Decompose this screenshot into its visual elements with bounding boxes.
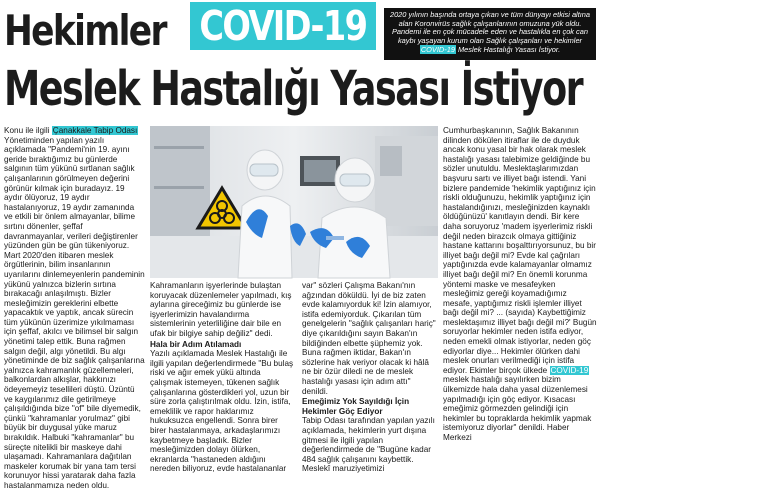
col3-paragraph-1: var" sözleri Çalışma Bakanı'nın ağzından döküldü. İyi de biz zaten evde kalamıyorduk ki! İzin alamıyor, istifa edemiyorduk. Çıkarılan tüm genelgelerin "sağlık çalışanları hariç" diye çıkarıldığını sayın Bakan'ın bildiğinden elbette şüphemiz yok. Buna rağmen iktidar, Bakan'ın sözlerine hak veriyor olacak ki hâlâ ne bir özür diledi ne de meslek hastalığı yasası için adım attı" denildi. [302,281,436,396]
spot-text-2: Meslek Hastalığı Yasası İstiyor. [458,44,561,54]
spot-box [384,8,596,60]
headline-covid-badge [190,2,376,50]
col2-paragraph-1: Kahramanların işyerlerinde bulaştan koruyacak düzenlemeler yapılmadı, kış aylarına gireceğimiz bu günlerde ise işyerlerimizin havalandırma sistemlerinin yeterliliğine dair bile en ufak bir bilgiye sahip değiliz" dedi. [150,281,292,338]
col1-body: Yönetiminden yapılan yazılı açıklamada "Pandemi'nin 19. ayını geride bıraktığımız bu günlerde salgının tüm yükünü sırtlanan sağlık çalışanlarının görülmeyen değerini görünür kılmak için buradayız. 19 aydır ölüyoruz, 19 aydır hastalanıyoruz, 19 aydır zamanında ve etkili bir önlem almayanlar, bilime sırtını dönenler, şeffaf davranmayanlar, verileri değiştirenler yüzünden gün be gün tükeniyoruz. Mart 2020'den itibaren meslek örgütlerinin, bilim insanlarının uyarılarını dinlemeyenlerin pandeminin yükünü yalnızca bizlerin sırtına bırakacağı anlaşılmıştı. Bizler mesleğimizin gereklerini elbette yapacaktık ve yaptık, ancak sürecin tüm yükünün üzerimize yıkılmaması için şeffaf, akılcı ve bilimsel bir salgın yönetimi talep ettik. Buna rağmen salgın değil, algı yönetildi. Bu algı yönetiminde de biz sağlık çalışanlarına yalnızca kahramanlık güzellemeleri, balkonlardan alkışlar, hakkınızı ödeyemeyiz tesellileri düştü. Üzüntü ve kaygılarımız dile getirilmeye çalışıldığında bize "of" bile diyemedik, çünkü "kahramanlar yorulmaz" gibi büyük bir duygusal yüke maruz bırakıldık. Halbuki "kahramanlar" bu süreçte nitelikli bir maskeye dahi ulaşamadı. Kahramanlara dağıtılan maskeler korumak bir yana tam tersi korunuyor hissi yaratarak daha fazla hastalanmamıza neden oldu. [4,135,145,490]
headline-line2-text: Meslek Hastalığı Yasası İstiyor [4,61,583,117]
spot-text-1: 2020 yılının başında ortaya çıkan ve tüm dünyayı etkisi altına alan Koronvirüs sağlık çalışanlarının omuzuna yük oldu. Pandemi ile en çok mücadele eden ve hastalıkla en çok can kaybı yaşayan kurum olan Sağlık çalışanları ve hekimler [389,10,591,46]
article-photo [150,126,438,278]
spot-covid-highlight: COVID-19 [420,44,455,54]
col3-paragraph-2: Tabip Odası tarafından yapılan yazılı açıklamada, hekimlerin yurt dışına gitmesi ile ilgili yapılan değerlendirmede de "Bugüne kadar 484 sağlık çalışanını kaybettik. Meslekî maruziyetimizi [302,416,435,474]
col4-paragraph-2: meslek hastalığı sayılırken bizim ülkemizde hala daha yasal düzenlemesi yapılmadığı için göç ediyor. Kısacası emeğimiz görmezden gelindiği için hekimler bu topraklarda hekimlik yapmak istemiyoruz diyorlar" denildi. Haber Merkezi [443,375,592,442]
article-column-1 [4,126,145,490]
headline-line1 [4,4,201,58]
col3-subheading: Emeğimiz Yok Sayıldığı İçin Hekimler Göç Ediyor [302,397,410,416]
article-column-4 [443,126,597,482]
col1-highlight-org: Çanakkale Tabip Odası [52,126,138,135]
col1-lead: Konu ile ilgili [4,126,50,135]
col4-covid-highlight: COVID-19 [550,365,589,375]
headline-word: Hekimler [4,6,166,55]
col2-paragraph-2: Yazılı açıklamada Meslek Hastalığı ile ilgili yapılan değerlendirmede "Bu bulaş riski ve ağır emek yükü altında çalışmak istemeyen, tükenen sağlık çalışanlarına gösterdikleri yol, uzun bir süre zorla çalıştırılmak oldu. İzin, istifa, emeklilik ve rapor haklarımız hukuksuzca engellendi. Sonra birer birer hastalanmaya, arkadaşlarımızı kaybetmeye başladık. Bizler mesleğimizden dolayı ölürken, ekranlarda "hastaneden aldığını nereden biliyoruz, evde hastalananlar [150,349,294,474]
headline-badge-text: COVID-19 [199,1,367,50]
col2-subheading: Hala bir Adım Atılamadı [150,339,242,349]
article-column-3 [302,281,437,481]
headline-line2 [4,60,604,118]
article-column-2 [150,281,295,481]
col4-paragraph-1: Cumhurbaşkanının, Sağlık Bakanının dilinden dökülen itiraflar ile de duyduk ancak konu yasal bir hak olarak meslek hastalığı yasası talebimize geldiğinde bu sözler unutuldu. Meslektaşlarımızdan başvuru sartı ve illiyet bağı istendi. Yani bizlere pandemide 'hekimlik yaptığınız için riskli olduğunuzu, hekimlik yaptığınız için hastalandığınızı, mesleğinizden kaynaklı öldüğünüzü' kanıtlayın dendi. Bir kere daha soruyoruz 'madem işyerlerimiz riskli değil neden birazcık olmaya gittiğiniz hastane kattarını boşalttırıyorsunuz, bu bir illiyet bağı değil mi? Evde kal çağrıları yaptığınızda evde kalamayanlar olmamız illiyet bağı değil mi? En önemli korunma yöntemi maske ve mesafeyken mesleğimiz gereği koyamadığımız mesafe, yaptığımız riskli işlemler illiyet bağı değil mi? ... (sayıda) Kaybettiğimiz meslektaşımız illiyet bağı değil mi?' Bugün soruyorlar hekimler neden istifa ediyor, neden emekli olmak istiyorlar, neden göç ediyorlar diye... Hekimler ölürken dahi meslek onurları verilmediği için istifa ediyor. Ekimler birçok ülkede [443,126,597,375]
